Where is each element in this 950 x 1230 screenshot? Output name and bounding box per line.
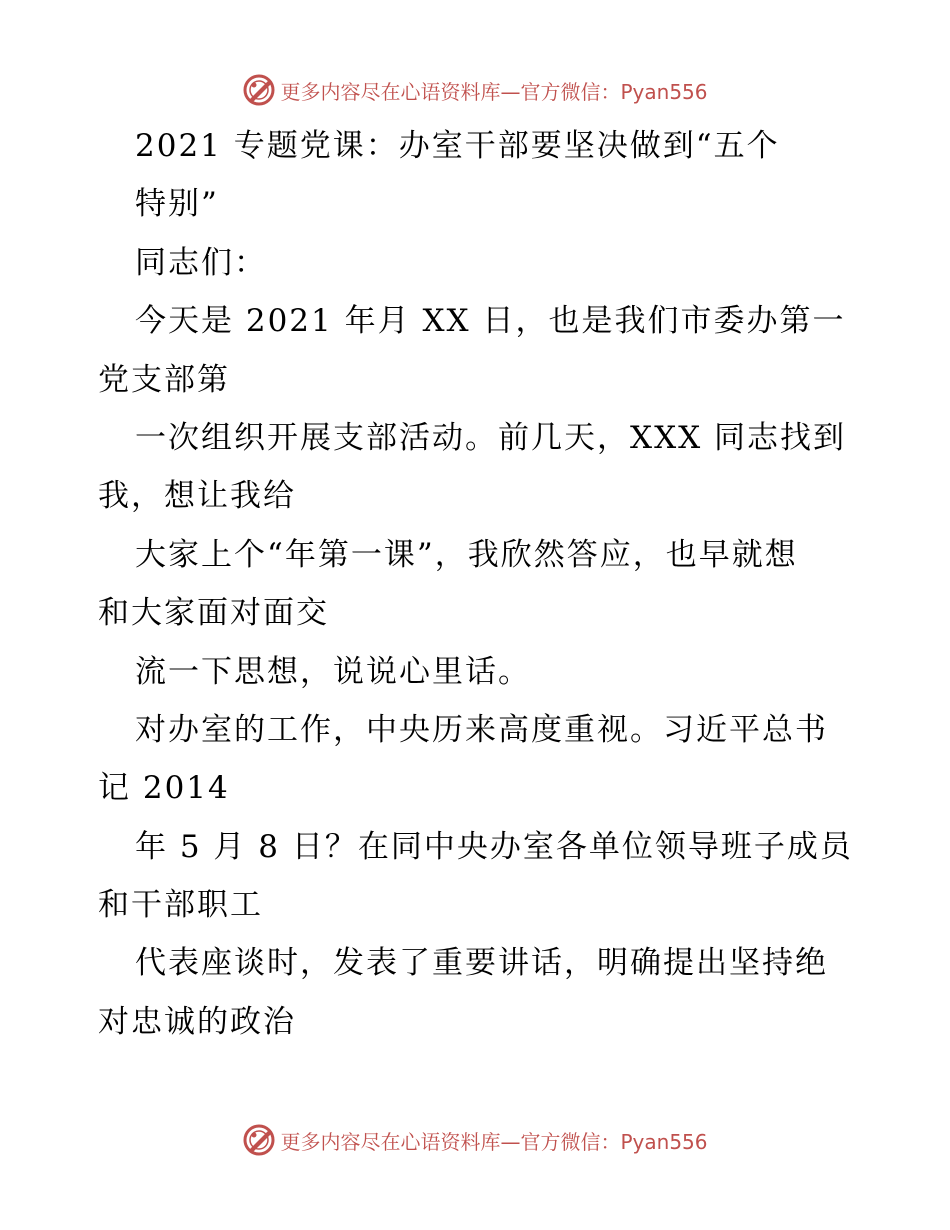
text-line: 2021 专题党课：办室干部要坚决做到“五个 — [135, 128, 780, 164]
text-line: 我，想让我给 — [98, 478, 296, 515]
text-line: 和干部职工 — [98, 887, 263, 924]
text-line: 记 2014 — [98, 770, 230, 807]
text-line: 和大家面对面交 — [98, 595, 329, 632]
text-line: 特别” — [135, 186, 219, 223]
text-line: 党支部第 — [98, 361, 230, 398]
text-line: 年 5 月 8 日？在同中央办室各单位领导班子成员 — [135, 828, 853, 865]
text-line: 代表座谈时，发表了重要讲话，明确提出坚持绝 — [135, 945, 828, 982]
header-banner — [0, 70, 950, 110]
footer-wechat-id: Pyan556 — [620, 1129, 708, 1154]
seal-logo-icon — [242, 1123, 276, 1157]
header-label: 更多内容尽在心语资料库—官方微信： — [280, 79, 621, 104]
header-text — [280, 76, 707, 105]
footer-banner — [0, 1120, 950, 1160]
document-body — [98, 117, 858, 1051]
text-line: 今天是 2021 年月 XX 日，也是我们市委办第一 — [135, 303, 846, 340]
footer-label: 更多内容尽在心语资料库—官方微信： — [280, 1129, 621, 1154]
footer-text — [280, 1126, 707, 1155]
header-wechat-id: Pyan556 — [620, 79, 708, 104]
text-line: 流一下思想，说说心里话。 — [135, 653, 531, 690]
seal-logo-icon — [242, 73, 276, 107]
text-line: 对忠诚的政治 — [98, 1003, 296, 1040]
text-line: 对办室的工作，中央历来高度重视。习近平总书 — [135, 711, 828, 748]
text-line: 大家上个“年第一课”，我欣然答应，也早就想 — [135, 536, 798, 573]
text-line: 同志们： — [135, 244, 267, 281]
text-line: 一次组织开展支部活动。前几天，XXX 同志找到 — [135, 419, 847, 456]
